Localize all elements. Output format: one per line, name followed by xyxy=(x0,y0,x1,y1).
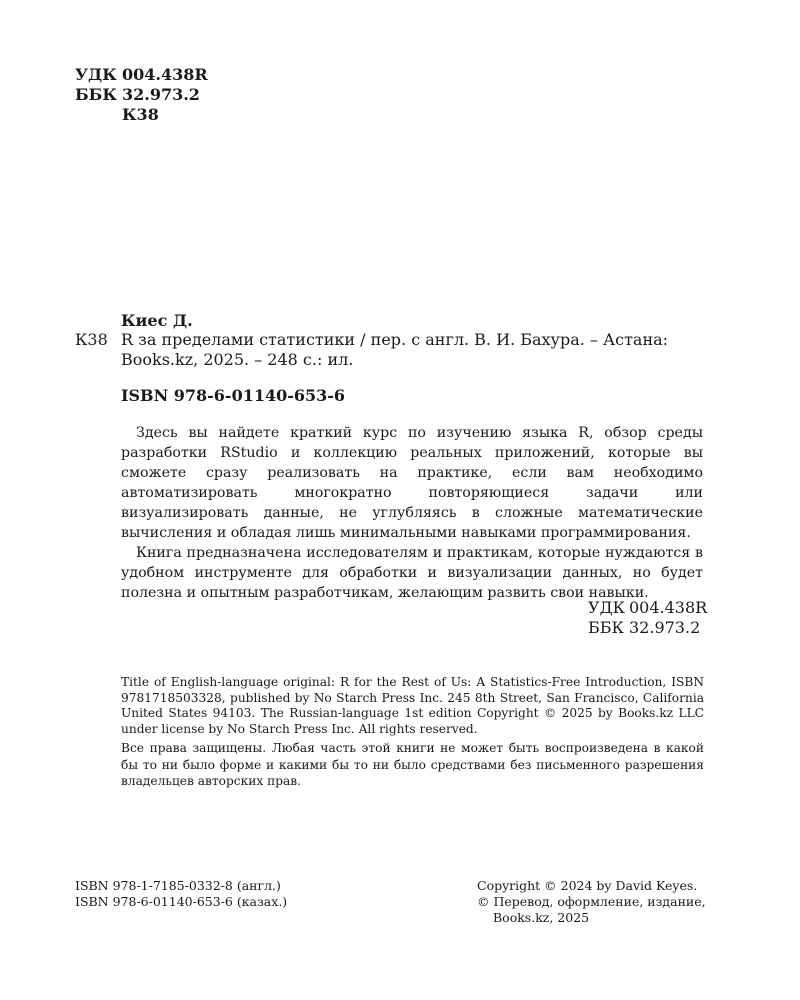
udk-value: 004.438R xyxy=(122,65,208,84)
original-note-text: Title of English-language original: R for the Rest of Us: A Statistics-Free Introduction, ISBN 9781718503328, published by No Starch Press Inc. 245 8th Street, San Francisco, California United States 94103. The Russian-language 1st edition Copyright © 2025 by Books.kz LLC under license by No Starch Press Inc. All rights reserved. xyxy=(121,675,704,736)
author-mark: К38 xyxy=(122,105,159,124)
author-name: Киес Д. xyxy=(121,311,193,330)
classification-codes-top xyxy=(75,65,208,125)
isbn-kazakh: ISBN 978-6-01140-653-6 (казах.) xyxy=(75,894,288,909)
isbn-list xyxy=(75,878,287,910)
copyright-line: Books.kz, 2025 xyxy=(493,910,590,925)
bibliographic-citation: R за пределами статистики / пер. с англ. В. И. Бахура. – Астана: Books.kz, 2025. – 248 с.: ил. xyxy=(121,330,669,369)
rights-note xyxy=(121,740,704,790)
abstract-paragraph: Здесь вы найдете краткий курс по изучению языка R, обзор среды разработки RStudio и коллекцию реальных приложений, которые вы сможете сразу реализовать на практике, если вам необходимо автоматизировать многократно повторяющиеся задачи или визуализировать данные, не углубляясь в сложные математические вычисления и обладая лишь минимальными навыками программирования. xyxy=(121,425,703,541)
isbn-main: ISBN 978-6-01140-653-6 xyxy=(121,386,346,405)
rights-note-text: Все права защищены. Любая часть этой книги не может быть воспроизведена в какой бы то ни было форме и какими бы то ни было средствами без письменного разрешения владельцев авторских прав. xyxy=(121,741,704,788)
author-mark-side: К38 xyxy=(75,330,108,349)
isbn-english: ISBN 978-1-7185-0332-8 (англ.) xyxy=(75,878,281,893)
original-title-note xyxy=(121,675,704,737)
copyright-block xyxy=(477,878,706,926)
abstract xyxy=(121,423,703,603)
bbk-value: 32.973.2 xyxy=(122,85,200,104)
copyright-line: Copyright © 2024 by David Keyes. xyxy=(477,878,698,893)
udk-label: УДК xyxy=(588,598,625,617)
bbk-label: ББК xyxy=(588,618,624,637)
bbk-value: 32.973.2 xyxy=(629,618,701,637)
udk-label: УДК xyxy=(75,65,117,84)
copyright-line: © Перевод, оформление, издание, xyxy=(477,894,706,909)
classification-codes-right xyxy=(588,598,707,638)
bbk-label: ББК xyxy=(75,85,117,104)
abstract-paragraph: Книга предназначена исследователям и практикам, которые нуждаются в удобном инструменте для обработки и визуализации данных, но будет полезна и опытным разработчикам, желающим развить свои навыки. xyxy=(121,545,703,601)
udk-value: 004.438R xyxy=(629,598,708,617)
